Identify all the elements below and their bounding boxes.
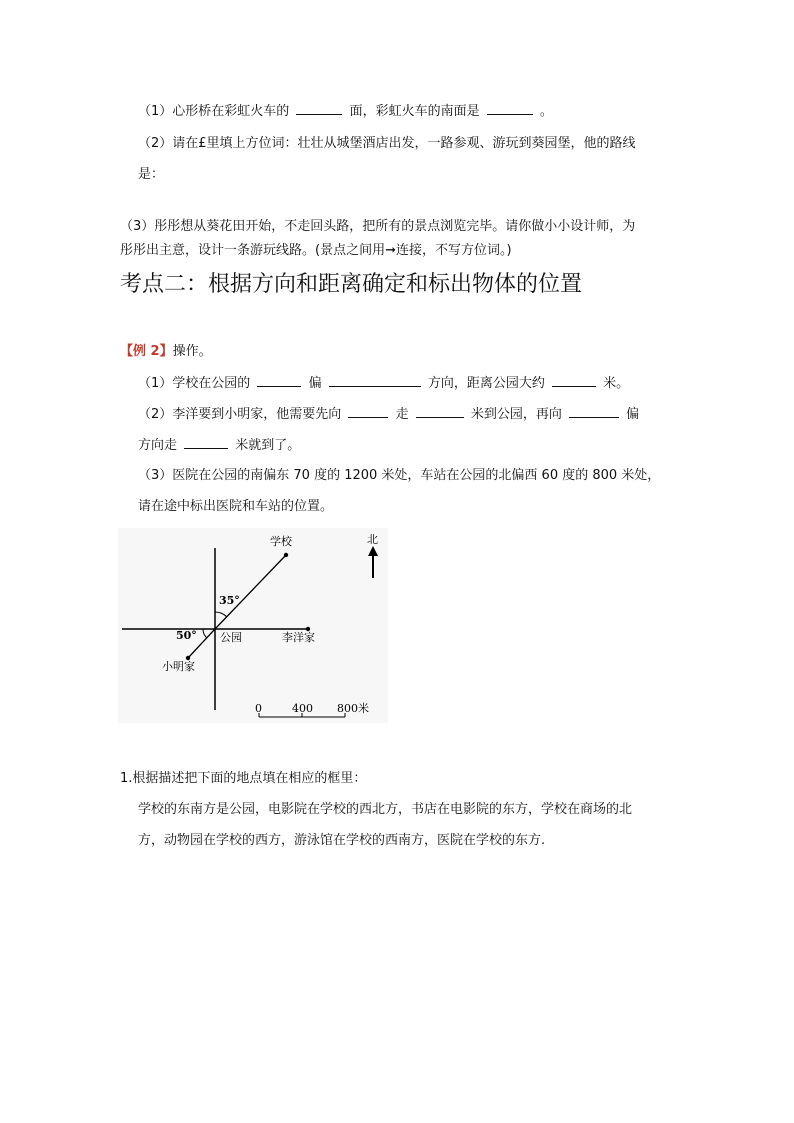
example-q2-text-b: 走 xyxy=(395,407,409,422)
example-q2-text-d: 偏 xyxy=(626,407,640,422)
answer-blank[interactable] xyxy=(348,405,388,418)
answer-blank[interactable] xyxy=(552,374,596,387)
angle-35-label: 35° xyxy=(219,594,240,607)
answer-blank[interactable] xyxy=(184,436,228,449)
q1-text-2: 面，彩虹火车的南面是 xyxy=(349,104,480,119)
example-q1-line xyxy=(138,374,629,393)
example-q1-text-b: 偏 xyxy=(308,376,322,391)
example-q2-text-f: 米就到了。 xyxy=(235,438,301,453)
example-tag: 【例 2】 xyxy=(120,344,173,359)
liyang-label: 李洋家 xyxy=(282,631,315,644)
angle-50-label: 50° xyxy=(176,629,197,642)
exercise-1-line-2: 方，动物园在学校的西方，游泳馆在学校的西南方，医院在学校的东方. xyxy=(138,833,546,848)
exercise-1-line-1: 学校的东南方是公园，电影院在学校的西北方，书店在电影院的东方，学校在商场的北 xyxy=(138,802,633,817)
example-title: 操作。 xyxy=(172,344,212,359)
example-q1-text-c: 方向，距离公园大约 xyxy=(427,376,545,391)
scale-label-0: 0 xyxy=(255,702,262,715)
q1-text-3: 。 xyxy=(539,104,553,119)
question-2-line-2: 是： xyxy=(138,167,165,182)
exercise-1-title: 1.根据描述把下面的地点填在相应的框里： xyxy=(120,771,367,786)
example-2-title-line xyxy=(120,343,212,361)
answer-blank[interactable] xyxy=(569,405,619,418)
question-1-line xyxy=(138,102,553,121)
answer-blank[interactable] xyxy=(487,102,533,115)
xiaoming-label: 小明家 xyxy=(162,660,195,673)
example-q3-line-2: 请在途中标出医院和车站的位置。 xyxy=(138,499,334,514)
diagram-background xyxy=(118,528,388,723)
example-q2-line-2 xyxy=(138,436,300,455)
example-q2-line-1 xyxy=(138,405,639,424)
question-3-line-2: 彤彤出主意，设计一条游玩线路。(景点之间用➞连接，不写方位词。) xyxy=(120,243,512,258)
scale-label-400: 400 xyxy=(292,702,313,715)
answer-blank[interactable] xyxy=(416,405,464,418)
section-heading: 考点二：根据方向和距离确定和标出物体的位置 xyxy=(120,272,583,297)
example-q2-text-e: 方向走 xyxy=(138,438,178,453)
example-q2-text-a: （2）李洋要到小明家，他需要先向 xyxy=(138,407,342,422)
scale-label-800: 800米 xyxy=(337,702,369,715)
direction-diagram xyxy=(118,528,388,723)
example-q1-text-a: （1）学校在公园的 xyxy=(138,376,251,391)
question-3-line-1: （3）彤彤想从葵花田开始，不走回头路，把所有的景点浏览完毕。请你做小小设计师，为 xyxy=(120,219,636,234)
answer-blank[interactable] xyxy=(296,102,342,115)
answer-blank[interactable] xyxy=(257,374,301,387)
park-label: 公园 xyxy=(220,631,242,644)
north-label: 北 xyxy=(367,533,378,546)
q1-text-1: （1）心形桥在彩虹火车的 xyxy=(138,104,290,119)
school-point xyxy=(284,553,288,557)
question-2-line-1: （2）请在£里填上方位词：壮壮从城堡酒店出发，一路参观、游玩到葵园堡，他的路线 xyxy=(138,136,636,151)
example-q2-text-c: 米到公园，再向 xyxy=(470,407,562,422)
school-label: 学校 xyxy=(270,535,292,548)
answer-blank[interactable] xyxy=(329,374,421,387)
example-q1-text-d: 米。 xyxy=(603,376,630,391)
example-q3-line-1: （3）医院在公园的南偏东 70 度的 1200 米处，车站在公园的北偏西 60 度的 800 米处， xyxy=(138,468,661,483)
